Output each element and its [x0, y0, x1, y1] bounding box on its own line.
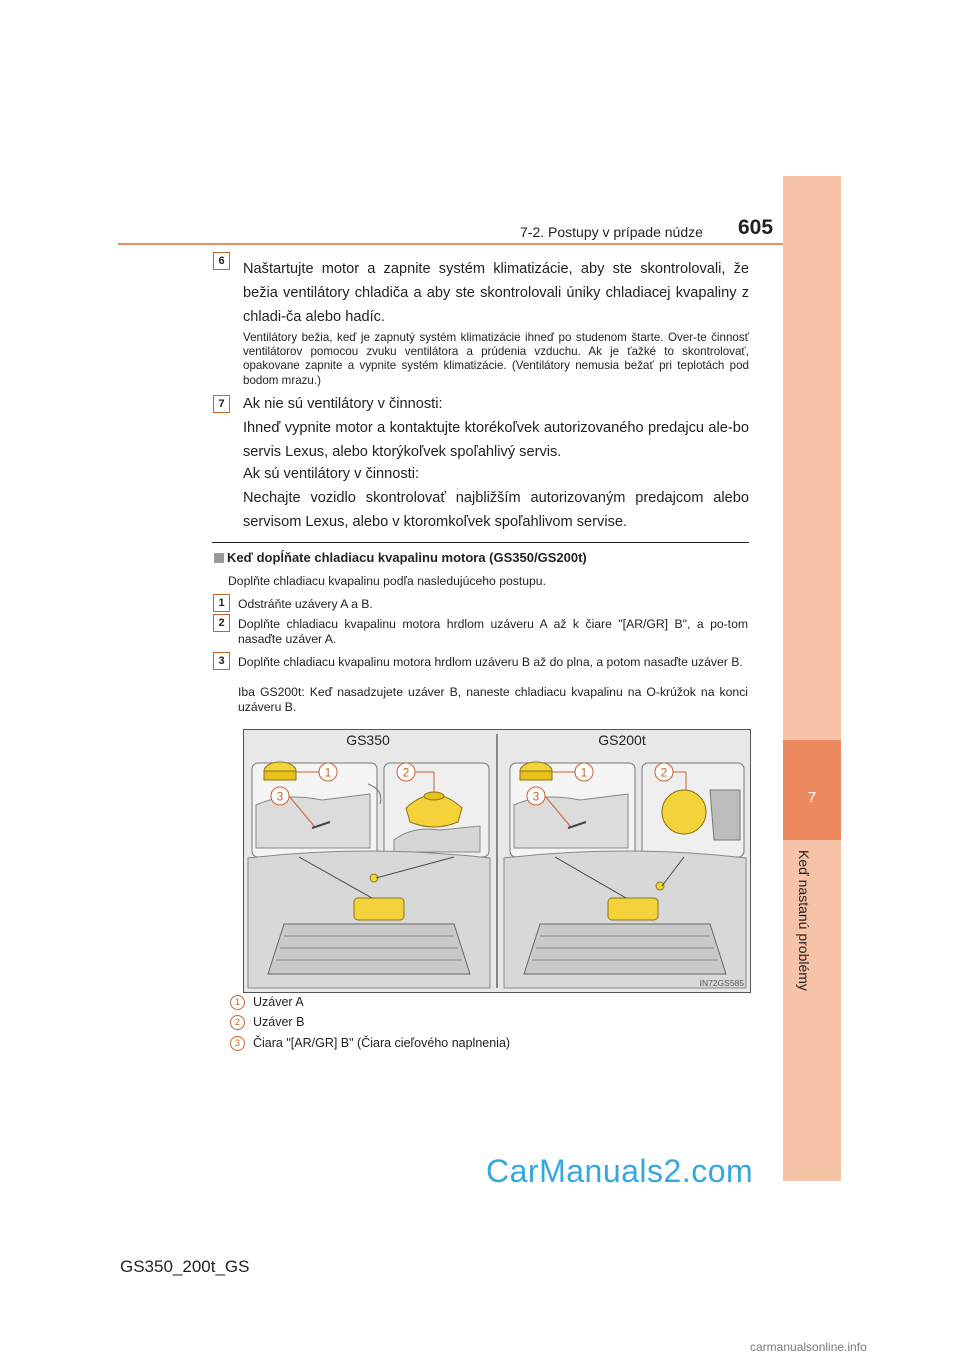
engine-bay-illustration [244, 730, 750, 992]
substep-badge-2: 2 [213, 614, 230, 632]
svg-text:2: 2 [402, 765, 410, 780]
step-6-text: Naštartujte motor a zapnite systém klimatizácie, aby ste skontrolovali, že bežia ventilátory chladiča a aby ste skontrolovali úniky chladiacej kvapaliny z chladi-ča alebo hadíc. [243, 261, 749, 325]
watermark-carmanuals[interactable]: CarManuals2.com [486, 1153, 754, 1189]
svg-text:1: 1 [324, 765, 332, 780]
svg-text:3: 3 [532, 789, 540, 804]
substep-badge-1: 1 [213, 594, 230, 612]
section-rule [212, 542, 749, 543]
section-intro: Doplňte chladiacu kvapalinu podľa nasledujúceho postupu. [228, 574, 546, 588]
svg-text:1: 1 [580, 765, 588, 780]
step-badge-7: 7 [213, 395, 230, 413]
header-rule [118, 243, 783, 245]
substep-1-text: Odstráňte uzávery A a B. [238, 597, 373, 611]
substep-3-text: Doplňte chladiacu kvapalinu motora hrdlom uzáveru B až do plna, a potom nasaďte uzáver B. [238, 655, 743, 669]
legend-text-1: Uzáver A [253, 995, 304, 1009]
watermark-online[interactable]: carmanualsonline.info [750, 1340, 867, 1354]
step-6-note: Ventilátory bežia, keď je zapnutý systém klimatizácie ihneď po studenom štarte. Over-te činnosť ventilátorov pomocou zvuku ventilátora a prúdenia vzduchu. Ak je ťažké to skontrolovať, opakovane zapnite a vypnite systém klimatizácie. (Ventilátory nemusia bežať pri teplotách pod bodom mrazu.) [243, 331, 749, 387]
section-title: Keď dopĺňate chladiacu kvapalinu motora (GS350/GS200t) [227, 550, 587, 565]
legend-num-2: 2 [230, 1015, 245, 1030]
step-7-line1: Ak nie sú ventilátory v činnosti: [243, 396, 443, 412]
step-7-line4: Nechajte vozidlo skontrolovať najbližším autorizovaným predajcom alebo servisom Lexus, alebo v ktoromkoľvek spoľahlivom servise. [243, 490, 749, 530]
section-bullet-icon [214, 553, 224, 563]
figure-label-gs350: GS350 [346, 732, 390, 748]
step-badge-6: 6 [213, 252, 230, 270]
substep-2-text: Doplňte chladiacu kvapalinu motora hrdlom uzáveru A až k čiare "[AR/GR] B", a po-tom nasaďte uzáver A. [238, 617, 748, 646]
footer-model-code: GS350_200t_GS [120, 1257, 250, 1276]
page-number: 605 [738, 216, 774, 239]
chapter-number: 7 [807, 789, 817, 806]
engine-bay-figure [243, 729, 751, 993]
chapter-title: Keď nastanú problémy [796, 850, 812, 991]
figure-code: IN72GS585 [699, 978, 744, 988]
step-7-line2: Ihneď vypnite motor a kontaktujte ktorékoľvek autorizovaného predajcu ale-bo servis Lexus, alebo ktorýkoľvek spoľahlivý servis. [243, 420, 749, 460]
svg-text:2: 2 [660, 765, 668, 780]
figure-label-gs200t: GS200t [598, 732, 646, 748]
legend-num-3: 3 [230, 1036, 245, 1051]
svg-text:3: 3 [276, 789, 284, 804]
legend-num-1: 1 [230, 995, 245, 1010]
section-heading: 7-2. Postupy v prípade núdze [520, 224, 703, 240]
step-7-line3: Ak sú ventilátory v činnosti: [243, 466, 420, 482]
substep-3-text2: Iba GS200t: Keď nasadzujete uzáver B, naneste chladiacu kvapalinu na O-krúžok na konci uzáveru B. [238, 685, 748, 714]
legend-text-2: Uzáver B [253, 1015, 305, 1029]
chapter-tab-strip [783, 176, 841, 1181]
legend-text-3: Čiara "[AR/GR] B" (Čiara cieľového naplnenia) [253, 1036, 511, 1050]
substep-badge-3: 3 [213, 652, 230, 670]
